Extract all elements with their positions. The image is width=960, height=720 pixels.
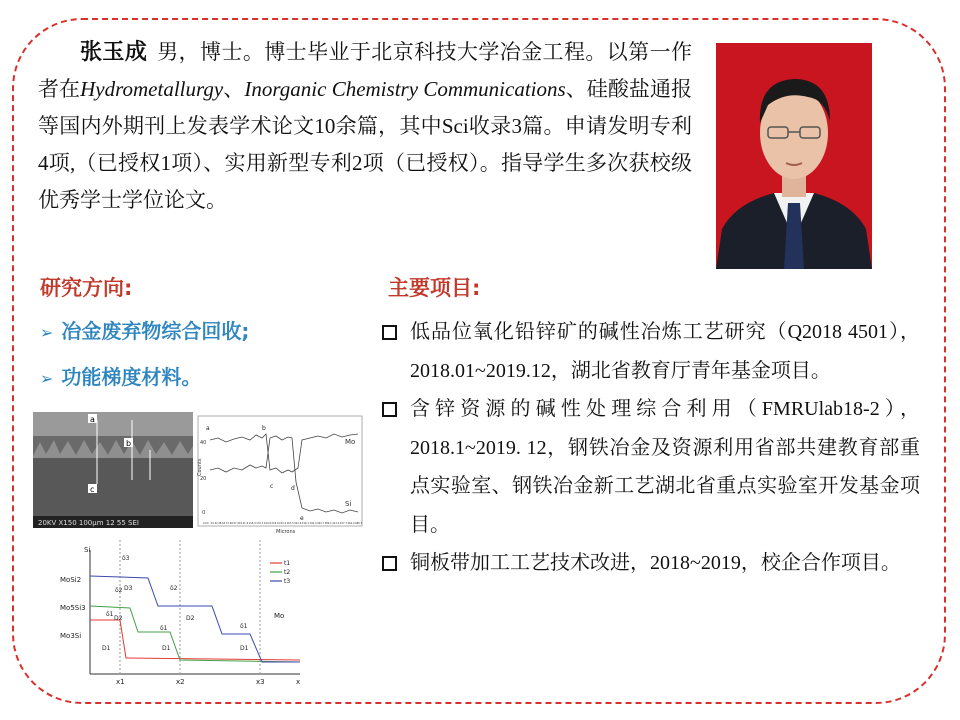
profile-tick-label: 194.6 bbox=[263, 522, 271, 525]
profile-tick-label: 0.00 bbox=[203, 522, 209, 525]
research-list bbox=[40, 314, 249, 406]
svg-text:Mo3Si: Mo3Si bbox=[60, 632, 82, 640]
project-item: 低品位氧化铅锌矿的碱性冶炼工艺研究（Q2018 4501），2018.01~2019.12，湖北省教育厅青年基金项目。 bbox=[380, 313, 920, 390]
checkbox-bullet-icon bbox=[382, 325, 397, 340]
svg-text:Mo: Mo bbox=[274, 612, 285, 620]
svg-text:D2: D2 bbox=[186, 615, 195, 622]
svg-text:d: d bbox=[291, 485, 295, 492]
project-item: 含锌资源的碱性处理综合利用（FMRUlab18-2），2018.1~2019. 12，钢铁冶金及资源利用省部共建教育部重点实验室、钢铁冶金新工艺湖北省重点实验室开发基金项目。 bbox=[380, 390, 920, 544]
svg-text:x1: x1 bbox=[116, 678, 125, 686]
sem-micrograph bbox=[33, 412, 193, 528]
bio-paragraph: 张玉成 男，博士。博士毕业于北京科技大学冶金工程。以第一作者在Hydrometallurgy、Inorganic Chemistry Communications、硅酸盐通报等国内外期刊上发表学术论文10余篇，其中Sci收录3篇。申请发明专利4项,（已授权1项）、实用新型专利2项（已授权）。指导学生多次获校级优秀学士学位论文。 bbox=[38, 40, 693, 212]
svg-text:e: e bbox=[300, 515, 304, 522]
svg-text:δ1: δ1 bbox=[106, 611, 114, 618]
profile-tick-label: 340.4 bbox=[309, 522, 317, 525]
journal-inorganic-chem: Inorganic Chemistry Communications bbox=[244, 77, 566, 101]
svg-text:Counts: Counts bbox=[197, 458, 203, 476]
profile-tick-label: 413.4 bbox=[332, 522, 340, 525]
profile-tick-labels bbox=[203, 521, 363, 525]
research-figures bbox=[30, 410, 370, 695]
person-name: 张玉成 bbox=[80, 40, 148, 65]
svg-text:D1: D1 bbox=[240, 645, 249, 652]
svg-text:δ2: δ2 bbox=[115, 587, 123, 594]
svg-text:x3: x3 bbox=[256, 678, 265, 686]
svg-text:δ1: δ1 bbox=[160, 625, 168, 632]
profile-tick-label: 24.32 bbox=[210, 522, 218, 525]
svg-text:δ2: δ2 bbox=[170, 585, 178, 592]
bio-text-1: 男，博士。博士毕业于北京科技大学冶金工程。以第一作者在 bbox=[38, 40, 692, 101]
profile-tick-label: 437.7 bbox=[339, 522, 347, 525]
profile-tick-label: 121.6 bbox=[241, 522, 249, 525]
svg-text:t2: t2 bbox=[284, 569, 291, 576]
profile-tick-label: 243.2 bbox=[279, 522, 287, 525]
svg-text:δ1: δ1 bbox=[240, 623, 248, 630]
svg-text:0: 0 bbox=[202, 510, 206, 516]
svg-text:x: x bbox=[296, 678, 301, 686]
svg-text:t3: t3 bbox=[284, 578, 291, 585]
arrow-bullet-icon: ➢ bbox=[40, 369, 54, 388]
arrow-bullet-icon: ➢ bbox=[40, 323, 54, 342]
svg-text:40: 40 bbox=[200, 440, 207, 446]
svg-text:D1: D1 bbox=[162, 645, 171, 652]
profile-tick-label: 145.9 bbox=[248, 522, 256, 525]
svg-text:D3: D3 bbox=[124, 585, 133, 592]
diffusion-step-chart bbox=[60, 540, 300, 686]
profile-tick-label: 389.1 bbox=[324, 522, 332, 525]
profile-tick-label: 316.1 bbox=[301, 522, 309, 525]
svg-text:Mo: Mo bbox=[345, 438, 356, 446]
svg-text:Microns: Microns bbox=[276, 529, 296, 535]
svg-text:b: b bbox=[262, 425, 266, 432]
svg-text:a: a bbox=[206, 425, 210, 432]
profile-tick-label: 170.3 bbox=[256, 522, 264, 525]
svg-text:δ3: δ3 bbox=[122, 555, 130, 562]
svg-text:MoSi2: MoSi2 bbox=[60, 576, 82, 584]
profile-tick-label: 291.8 bbox=[294, 522, 302, 525]
profile-tick-label: 462.0 bbox=[347, 522, 355, 525]
project-item: 铜板带加工工艺技术改进，2018~2019，校企合作项目。 bbox=[380, 544, 920, 583]
profile-tick-label: 48.64 bbox=[218, 522, 226, 525]
svg-text:x2: x2 bbox=[176, 678, 185, 686]
research-item: ➢ 冶金废弃物综合回收; bbox=[40, 319, 250, 343]
svg-text:20: 20 bbox=[200, 476, 207, 482]
profile-tick-label: 364.7 bbox=[317, 522, 325, 525]
profile-tick-label: 267.5 bbox=[286, 522, 294, 525]
svg-text:c: c bbox=[270, 483, 274, 490]
svg-text:D1: D1 bbox=[102, 645, 111, 652]
checkbox-bullet-icon bbox=[382, 556, 397, 571]
projects-heading: 主要项目: bbox=[388, 276, 481, 300]
svg-text:Si: Si bbox=[345, 500, 352, 508]
research-item: ➢ 功能梯度材料。 bbox=[40, 365, 202, 389]
line-scan-chart bbox=[197, 416, 363, 535]
svg-text:Si: Si bbox=[84, 546, 91, 554]
bio-text-2: 、硅酸盐通报等国内外期刊上发表学术论文10余篇，其中Sci收录3篇。申请发明专利4项,（已授权1项）、实用新型专利2项（已授权）。指导学生多次获校级优秀学士学位论文。 bbox=[38, 77, 693, 212]
svg-text:D2: D2 bbox=[114, 615, 123, 622]
profile-tick-label: 97.28 bbox=[233, 522, 241, 525]
svg-text:b: b bbox=[126, 439, 132, 448]
checkbox-bullet-icon bbox=[382, 402, 397, 417]
svg-text:t1: t1 bbox=[284, 560, 291, 567]
journal-hydrometallurgy: Hydrometallurgy bbox=[80, 77, 224, 101]
portrait-photo bbox=[716, 43, 872, 269]
projects-list bbox=[380, 313, 920, 583]
profile-tick-label: 72.96 bbox=[225, 522, 233, 525]
profile-tick-label: 486.3 bbox=[355, 522, 363, 525]
svg-text:c: c bbox=[90, 485, 95, 494]
svg-text:Mo5Si3: Mo5Si3 bbox=[60, 604, 86, 612]
svg-text:20KV X150 100μm 12 55 SE: 20KV X150 100μm 12 55 SEI bbox=[38, 519, 139, 527]
profile-tick-label: 218.9 bbox=[271, 522, 279, 525]
research-heading: 研究方向: bbox=[40, 276, 133, 300]
svg-text:a: a bbox=[90, 415, 95, 424]
